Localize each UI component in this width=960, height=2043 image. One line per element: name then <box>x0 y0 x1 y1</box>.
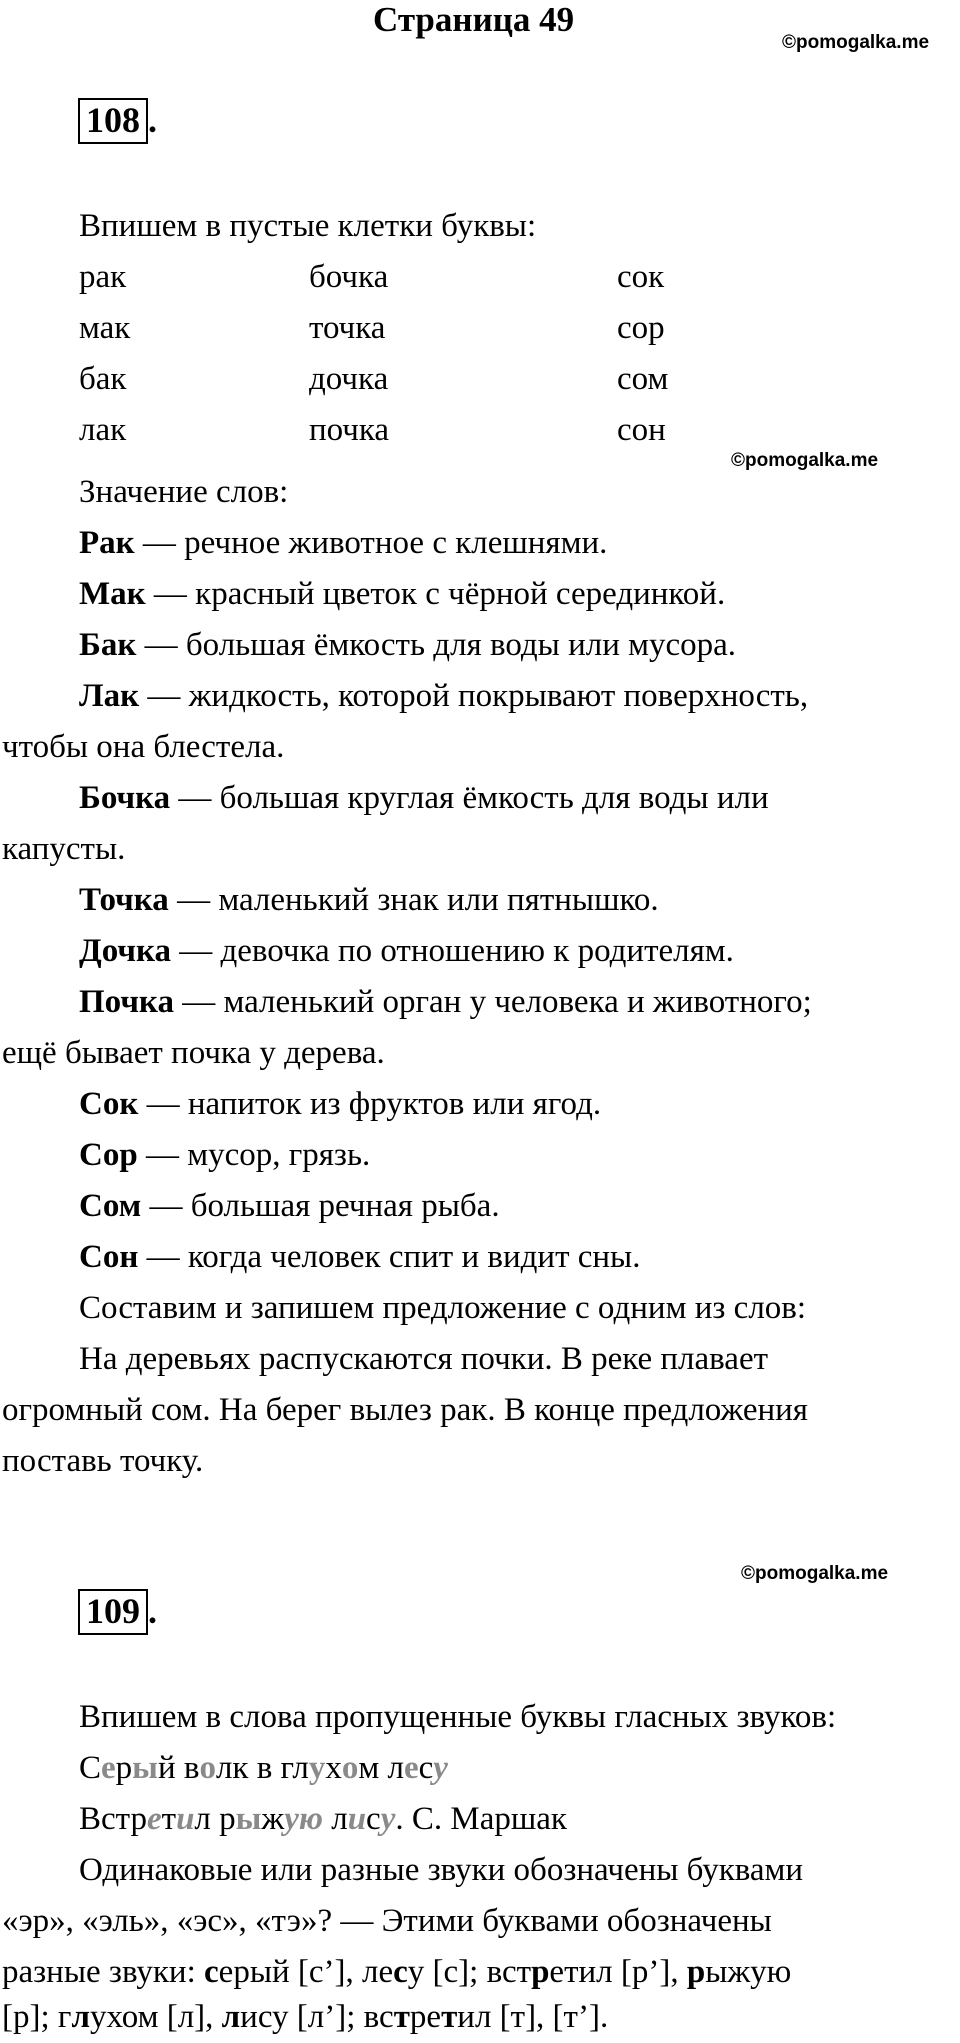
answer-line: разные звуки: серый [с’], лесу [с]; встретил [р’], рыжую <box>2 1954 792 1990</box>
task-number-109: 109 . <box>78 1589 157 1635</box>
word: точка <box>309 310 386 346</box>
inserted-vowel: о <box>341 1750 359 1786</box>
task109-intro: Впишем в слова пропущенные буквы гласных звуков: <box>79 1699 837 1735</box>
sentence-line: огромный сом. На берег вылез рак. В конце предложения <box>2 1392 808 1428</box>
meanings-heading: Значение слов: <box>79 474 289 510</box>
definition: Почка — маленький орган у человека и животного; <box>79 984 812 1020</box>
task108-intro: Впишем в пустые клетки буквы: <box>79 208 537 244</box>
answer-line: [р]; глухом [л], лису [л’]; встретил [т], [т’]. <box>2 1999 609 2035</box>
inserted-vowel: у <box>380 1801 396 1837</box>
definition-cont: капусты. <box>2 831 126 867</box>
definition: Рак — речное животное с клешнями. <box>79 525 608 561</box>
inserted-vowel: е <box>101 1750 116 1786</box>
sentence-line: поставь точку. <box>2 1443 204 1479</box>
inserted-vowel: ы <box>132 1750 158 1786</box>
word: почка <box>309 412 390 448</box>
inserted-vowel: у <box>308 1750 326 1786</box>
inserted-vowel: о <box>199 1750 216 1786</box>
answer-line: «эр», «эль», «эс», «тэ»? — Этими буквами обозначены <box>2 1903 772 1939</box>
task-number-108: 108 . <box>78 98 157 144</box>
inserted-vowel: у <box>433 1750 448 1786</box>
definition: Бак — большая ёмкость для воды или мусора. <box>79 627 737 663</box>
sentence-line: На деревьях распускаются почки. В реке плавает <box>79 1341 769 1377</box>
definition: Мак — красный цветок с чёрной серединкой. <box>79 576 726 612</box>
word: сок <box>617 259 665 295</box>
word: рак <box>79 259 127 295</box>
word: сор <box>617 310 665 346</box>
definition: Точка — маленький знак или пятнышко. <box>79 882 659 918</box>
definition: Дочка — девочка по отношению к родителям. <box>79 933 734 969</box>
word: бочка <box>309 259 389 295</box>
inserted-vowel: ы <box>235 1801 262 1837</box>
inserted-vowel: е <box>146 1801 162 1837</box>
definition: Лак — жидкость, которой покрывают поверхность, <box>79 678 809 714</box>
watermark: ©pomogalka.me <box>731 450 879 471</box>
compose-instruction: Составим и запишем предложение с одним из слов: <box>79 1290 807 1326</box>
word: сом <box>617 361 669 397</box>
definition-cont: чтобы она блестела. <box>2 729 285 765</box>
word: мак <box>79 310 131 346</box>
watermark: ©pomogalka.me <box>782 32 930 53</box>
definition: Сом — большая речная рыба. <box>79 1188 500 1224</box>
word: сон <box>617 412 666 448</box>
inserted-vowel: и <box>176 1801 195 1837</box>
definition: Сок — напиток из фруктов или ягод. <box>79 1086 602 1122</box>
word: дочка <box>309 361 389 397</box>
definition: Сор — мусор, грязь. <box>79 1137 371 1173</box>
word: бак <box>79 361 127 397</box>
definition-cont: ещё бывает почка у дерева. <box>2 1035 385 1071</box>
page-title: Страница 49 <box>373 0 575 39</box>
poem-line: Серый волк в глухом лесу <box>79 1750 448 1786</box>
inserted-vowel: и <box>347 1801 367 1837</box>
definition: Сон — когда человек спит и видит сны. <box>79 1239 641 1275</box>
inserted-vowel: ую <box>284 1801 323 1837</box>
inserted-vowel: е <box>403 1750 419 1786</box>
question-line: Одинаковые или разные звуки обозначены буквами <box>79 1852 804 1888</box>
definition: Бочка — большая круглая ёмкость для воды или <box>79 780 769 816</box>
word: лак <box>79 412 127 448</box>
watermark: ©pomogalka.me <box>741 1563 889 1584</box>
poem-line: Встретил рыжую лису. С. Маршак <box>79 1801 567 1837</box>
